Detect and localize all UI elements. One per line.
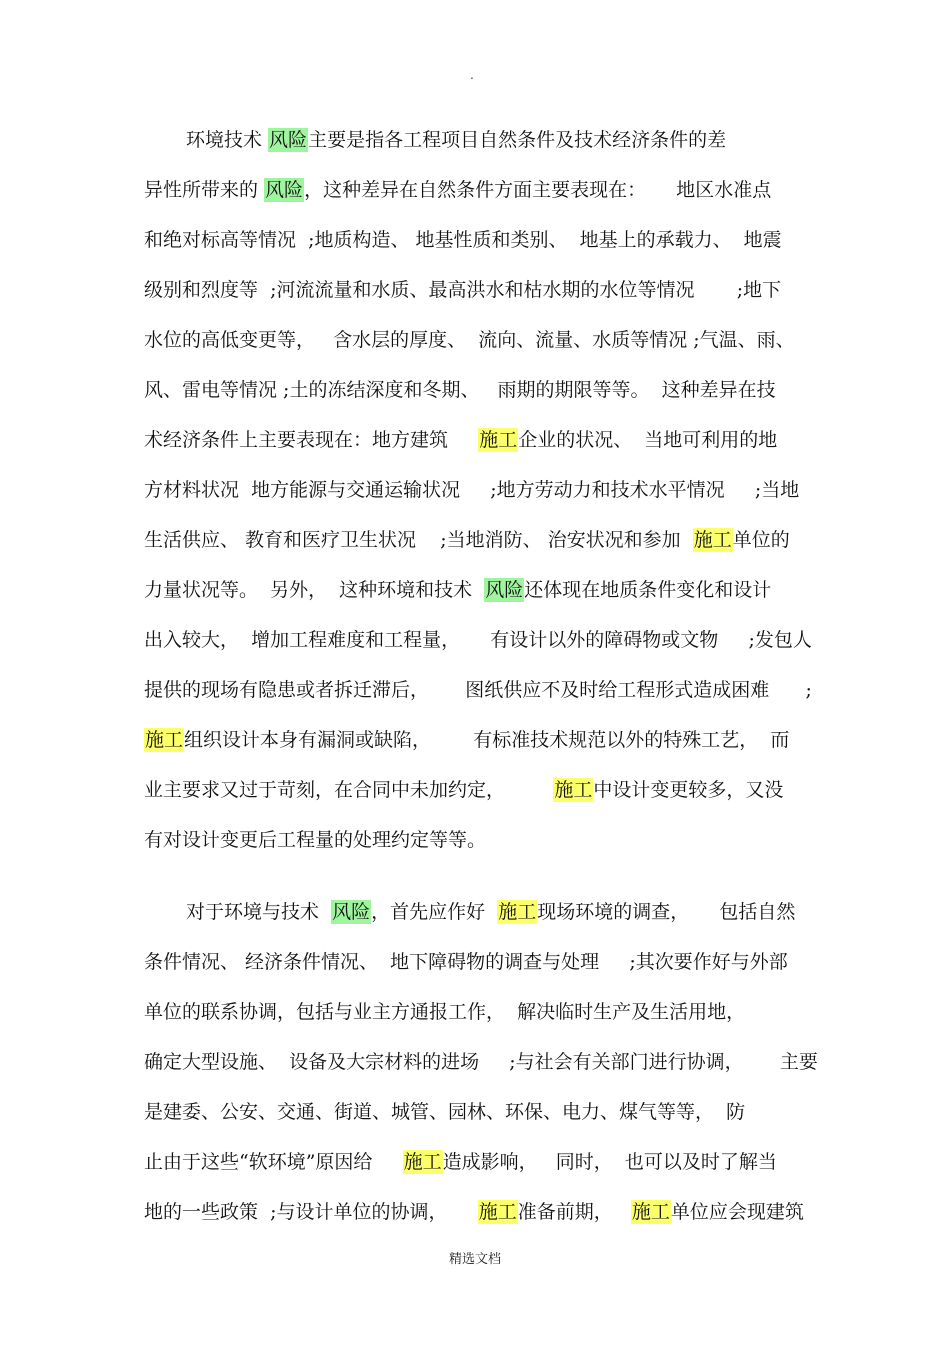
text-run: 对于环境与技术 (186, 901, 332, 923)
text-run: 出入较大， 增加工程难度和工程量， 有设计以外的障碍物或文物 ;发包人 (144, 629, 812, 651)
text-run: 业主要求又过于苛刻，在合同中未加约定， (144, 779, 554, 801)
text-run: ，这种差异在自然条件方面主要表现在： 地区水准点 (304, 179, 772, 201)
text-run: 单位应会现建筑 (670, 1201, 804, 1223)
text-run: 主要是指各工程项目自然条件及技术经济条件的差 (308, 129, 727, 151)
text-run: 风、雷电等情况 ;土的冻结深度和冬期、 雨期的期限等等。 这种差异在技 (144, 379, 776, 401)
text-line (144, 778, 783, 802)
text-run: 异性所带来的 (144, 179, 265, 201)
highlighted-term: 施工 (145, 729, 184, 751)
text-run: 提供的现场有隐患或者拆迁滞后， 图纸供应不及时给工程形式造成困难 ; (144, 679, 812, 701)
text-line (144, 628, 812, 652)
text-line (144, 178, 771, 202)
text-run: 条件情况、 经济条件情况、 地下障碍物的调查与处理 ;其次要作好与外部 (144, 951, 788, 973)
text-run: 止由于这些“软环境”原因给 (144, 1151, 403, 1173)
highlighted-term: 风险 (269, 129, 308, 151)
text-line (144, 1050, 818, 1074)
text-run: 确定大型设施、 设备及大宗材料的进场 ;与社会有关部门进行协调， 主要 (144, 1051, 818, 1073)
text-run: 是建委、公安、交通、街道、城管、园林、环保、电力、煤气等等， 防 (144, 1101, 746, 1123)
text-run: 生活供应、 教育和医疗卫生状况 ;当地消防、 治安状况和参加 (144, 529, 693, 551)
text-run: 级别和烈度等 ;河流流量和水质、最高洪水和枯水期的水位等情况 ;地下 (144, 279, 782, 301)
text-run: 还体现在地质条件变化和设计 (524, 579, 772, 601)
text-line (144, 678, 812, 702)
highlighted-term: 施工 (478, 1201, 517, 1223)
text-line (144, 1000, 745, 1024)
text-run: 水位的高低变更等， 含水层的厚度、 流向、流量、水质等情况 ;气温、雨、 (144, 329, 795, 351)
text-line (144, 328, 795, 352)
text-line (144, 1100, 745, 1124)
highlighted-term: 风险 (265, 179, 304, 201)
text-line (144, 1150, 777, 1174)
highlighted-term: 施工 (693, 529, 732, 551)
highlighted-term: 风险 (332, 901, 371, 923)
text-run: 组织设计本身有漏洞或缺陷， 有标准技术规范以外的特殊工艺， 而 (184, 729, 790, 751)
text-line (144, 1200, 804, 1224)
text-run: 地的一些政策 ;与设计单位的协调， (144, 1201, 478, 1223)
text-line (144, 528, 790, 552)
text-run: 力量状况等。 另外， 这种环境和技术 (144, 579, 485, 601)
text-line (144, 378, 776, 402)
text-line (186, 128, 726, 152)
text-run: 有对设计变更后工程量的处理约定等等。 (144, 829, 487, 851)
highlighted-term: 施工 (554, 779, 593, 801)
text-run: 单位的 (732, 529, 790, 551)
highlighted-term: 施工 (631, 1201, 670, 1223)
page-header-mark: . (470, 68, 474, 82)
text-run: 现场环境的调查， 包括自然 (537, 901, 796, 923)
text-run: 环境技术 (186, 129, 269, 151)
highlighted-term: 风险 (485, 579, 524, 601)
text-run: 造成影响， 同时， 也可以及时了解当 (442, 1151, 777, 1173)
text-line (144, 828, 486, 852)
text-run: 方材料状况 地方能源与交通运输状况 ;地方劳动力和技术水平情况 ;当地 (144, 479, 800, 501)
text-run: 单位的联系协调，包括与业主方通报工作， 解决临时生产及生活用地， (144, 1001, 746, 1023)
text-line (144, 578, 771, 602)
text-run: 准备前期， (517, 1201, 631, 1223)
text-run: 企业的状况、 当地可利用的地 (518, 429, 778, 451)
text-line (144, 428, 777, 452)
text-line (144, 478, 799, 502)
highlighted-term: 施工 (498, 901, 537, 923)
text-line (144, 728, 789, 752)
text-line (186, 900, 795, 924)
text-run: 中设计变更较多，又没 (593, 779, 784, 801)
page-footer: 精选文档 (448, 1252, 501, 1267)
highlighted-term: 施工 (403, 1151, 442, 1173)
text-run: ，首先应作好 (371, 901, 498, 923)
highlighted-term: 施工 (479, 429, 518, 451)
text-line (144, 950, 788, 974)
text-run: 术经济条件上主要表现在：地方建筑 (144, 429, 479, 451)
text-run: 和绝对标高等情况 ;地质构造、 地基性质和类别、 地基上的承载力、 地震 (144, 229, 782, 251)
text-line (144, 228, 782, 252)
text-line (144, 278, 781, 302)
